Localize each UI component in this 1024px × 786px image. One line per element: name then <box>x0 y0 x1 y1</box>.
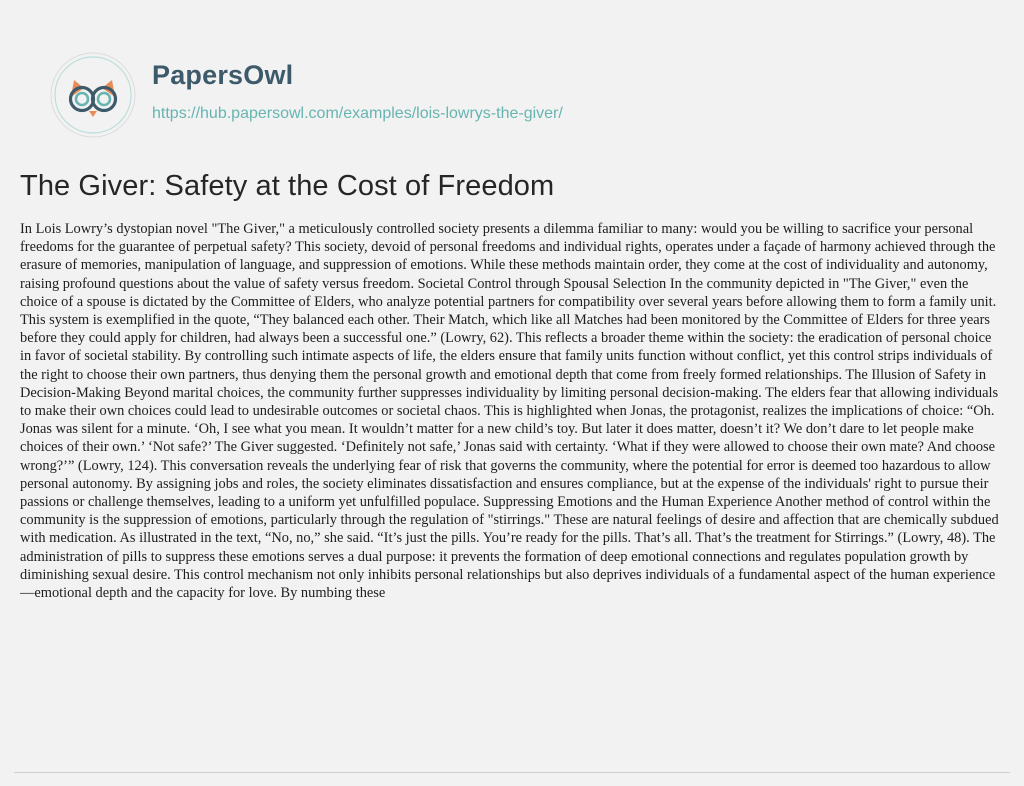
source-url-link[interactable]: https://hub.papersowl.com/examples/lois-lowrys-the-giver/ <box>152 105 563 122</box>
page-title: The Giver: Safety at the Cost of Freedom <box>20 170 555 202</box>
owl-logo-icon <box>48 50 138 140</box>
essay-body-text: In Lois Lowry’s dystopian novel "The Giver," a meticulously controlled society presents a dilemma familiar to many: would you be willing to sacrifice your personal freedoms for the guarantee of perpetual safety? This society, devoid of personal freedoms and individual rights, operates under a façade of harmony achieved through the erasure of memories, manipulation of language, and suppression of emotions. While these methods maintain order, they come at the cost of individuality and autonomy, raising profound questions about the value of safety versus freedom. Societal Control through Spousal Selection In the community depicted in "The Giver," even the choice of a spouse is dictated by the Committee of Elders, who analyze potential partners for compatibility over several years before allowing them to form a family unit. This system is exemplified in the quote, “They balanced each other. Their Match, which like all Matches had been monitored by the Committee of Elders for three years before they could apply for children, had always been a successful one.” (Lowry, 62). This reflects a broader theme within the society: the eradication of personal choice in favor of societal stability. By controlling such intimate aspects of life, the elders ensure that family units function without conflict, yet this control strips individuals of the right to choose their own partners, thus denying them the personal growth and emotional depth that come from freely formed relationships. The Illusion of Safety in Decision-Making Beyond marital choices, the community further suppresses individuality by limiting personal decision-making. The elders fear that allowing individuals to make their own choices could lead to undesirable outcomes or societal chaos. This is highlighted when Jonas, the protagonist, realizes the implications of choice: “Oh. Jonas was silent for a minute. ‘Oh, I see what you mean. It wouldn’t matter for a new child’s toy. But later it does matter, doesn’t it? We don’t dare to let people make choices of their own.’ ‘Not safe?’ The Giver suggested. ‘Definitely not safe,’ Jonas said with certainty. ‘What if they were allowed to choose their own mate? And choose wrong?’” (Lowry, 124). This conversation reveals the underlying fear of risk that governs the community, where the potential for error is deemed too hazardous to allow personal autonomy. By assigning jobs and roles, the society eliminates dissatisfaction and ensures compliance, but at the expense of the individuals' right to pursue their passions or challenge themselves, leading to a uniform yet unfulfilled populace. Suppressing Emotions and the Human Experience Another method of control within the community is the suppression of emotions, particularly through the regulation of "stirrings." These are natural feelings of desire and affection that are chemically subdued with medication. As illustrated in the text, “No, no,” she said. “It’s just the pills. You’re ready for the pills. That’s all. That’s the treatment for Stirrings.” (Lowry, 48). The administration of pills to suppress these emotions serves a dual purpose: it prevents the formation of deep emotional connections and regulates population growth by diminishing sexual desire. This control mechanism not only inhibits personal relationships but also deprives individuals of a fundamental aspect of the human experience—emotional depth and the capacity for love. By numbing these <box>20 221 999 602</box>
brand-name[interactable]: PapersOwl <box>152 60 294 90</box>
page-divider <box>14 772 1010 773</box>
